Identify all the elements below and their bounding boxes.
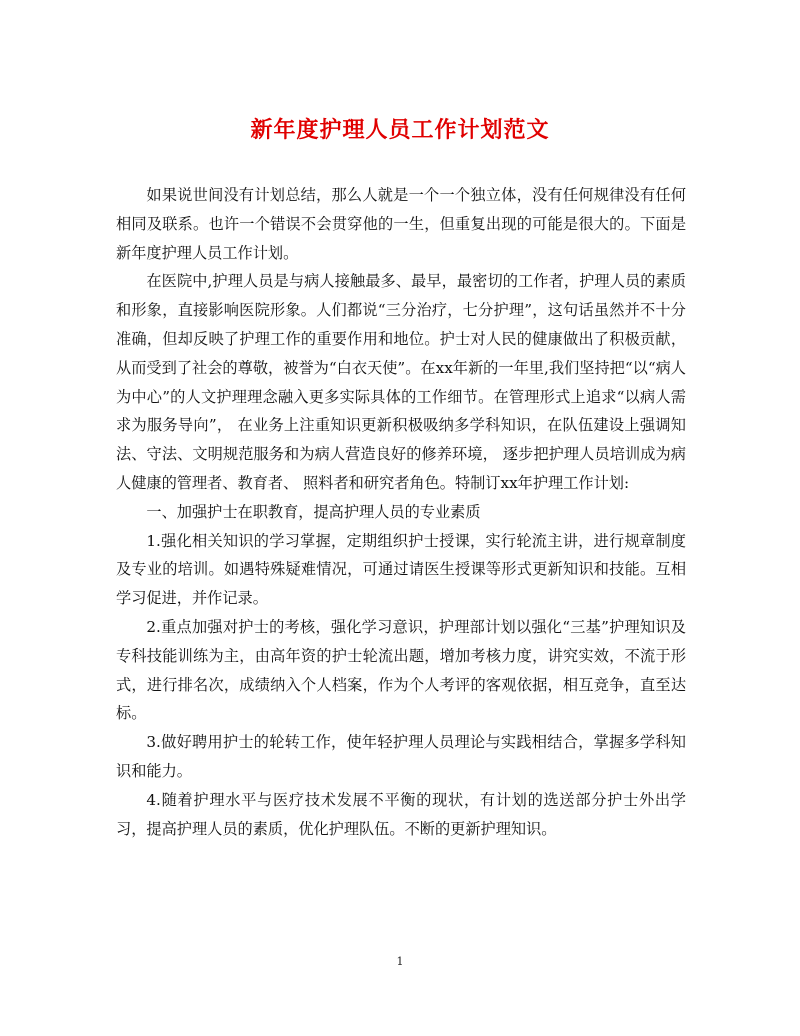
paragraph-background: 在医院中,护理人员是与病人接触最多、最早，最密切的工作者，护理人员的素质和形象，直接影响医院形象。人们都说“三分治疗，七分护理”，这句话虽然并不十分准确，但却反映了护理工作的重要作用和地位。护士对人民的健康做出了积极贡献，从而受到了社会的尊敬，被誉为“白衣天使”。在xx年新的一年里,我们坚持把“以“病人为中心”的人文护理理念融入更多实际具体的工作细节。在管理形式上追求“以病人需求为服务导向”， 在业务上注重知识更新积极吸纳多学科知识，在队伍建设上强调知法、守法、文明规范服务和为病人营造良好的修养环境， 逐步把护理人员培训成为病人健康的管理者、教育者、 照料者和研究者角色。特制订xx年护理工作计划: — [116, 272, 686, 492]
list-item-4: 4.随着护理水平与医疗技术发展不平衡的现状，有计划的选送部分护士外出学习，提高护理人员的素质，优化护理队伍。不断的更新护理知识。 — [116, 790, 686, 838]
page-number: 1 — [396, 955, 404, 968]
list-item-2: 2.重点加强对护士的考核，强化学习意识，护理部计划以强化“三基”护理知识及专科技能训练为主，由高年资的护士轮流出题，增加考核力度，讲究实效，不流于形式，进行排名次，成绩纳入个人档案，作为个人考评的客观依据，相互竞争，直至达标。 — [116, 617, 686, 723]
document-body — [116, 181, 686, 843]
list-item-3: 3.做好聘用护士的轮转工作，使年轻护理人员理论与实践相结合，掌握多学科知识和能力。 — [116, 733, 686, 780]
paragraph-intro: 如果说世间没有计划总结，那么人就是一个一个独立体，没有任何规律没有任何相同及联系。也许一个错误不会贯穿他的一生，但重复出现的可能是很大的。下面是新年度护理人员工作计划。 — [116, 186, 686, 262]
list-item-1: 1.强化相关知识的学习掌握，定期组织护士授课，实行轮流主讲，进行规章制度及专业的培训。如遇特殊疑难情况，可通过请医生授课等形式更新知识和技能。互相学习促进，并作记录。 — [116, 531, 686, 608]
document-title: 新年度护理人员工作计划范文 — [250, 117, 550, 143]
section-heading-1: 一、加强护士在职教育，提高护理人员的专业素质 — [146, 502, 481, 521]
